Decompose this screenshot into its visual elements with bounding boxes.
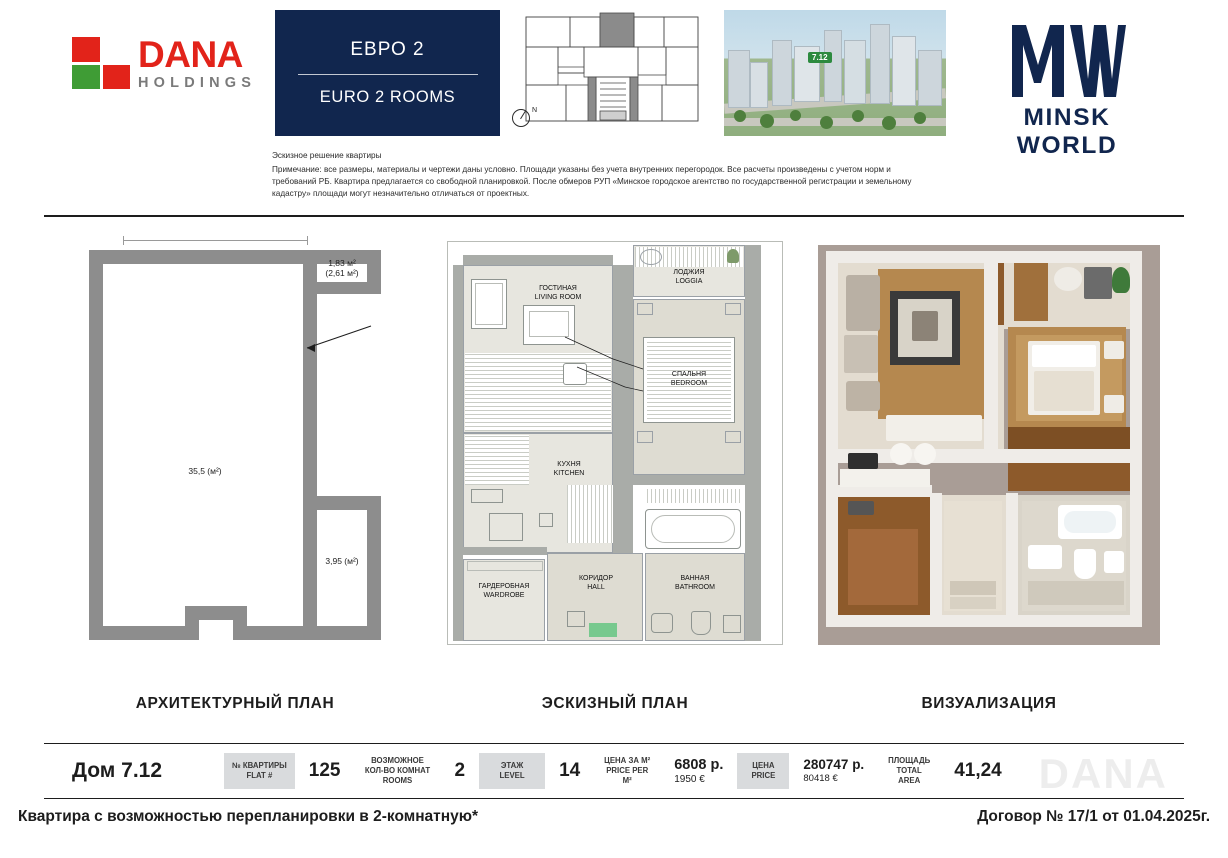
complex-render-thumbnail — [724, 10, 946, 136]
minsk-world-name: MINSK WORLD — [1016, 104, 1118, 159]
spec-price — [737, 744, 878, 798]
sketch-plan-caption: ЭСКИЗНЫЙ ПЛАН — [541, 695, 689, 712]
page-footer — [0, 808, 1228, 826]
leader-line — [75, 238, 395, 648]
footer-contract: Договор № 17/1 от 01.04.2025г. — [977, 808, 1210, 825]
spec-total-area — [878, 744, 1016, 798]
spec-value-flat: 125 — [308, 760, 341, 781]
architectural-plan-caption: АРХИТЕКТУРНЫЙ ПЛАН — [135, 695, 335, 712]
compass-north-label: N — [532, 107, 538, 114]
sketch-plan-drawing — [447, 241, 783, 645]
spec-key-rooms: ВОЗМОЖНОЕ КОЛ-ВО КОМНАТ ROOMS — [364, 756, 431, 785]
watermark: DANA — [1038, 750, 1168, 797]
room-label-living: ГОСТИНАЯ LIVING ROOM — [534, 285, 582, 301]
spec-rooms — [355, 744, 480, 798]
logo-square-green — [72, 65, 100, 90]
spec-key-total-area: ПЛОЩАДЬ TOTAL AREA — [888, 756, 931, 785]
house-number: Дом 7.12 — [72, 759, 163, 782]
area-main-label: 35,5 (м²) — [188, 466, 222, 476]
disclaimer-body: Примечание: все размеры, материалы и чертежи даны условно. Площади указаны без учета внутренних перегородок. Все расчеты произведены с учетом норм и требований РБ. Квартира предлагается со свободной планировкой. После обмеров РУП «Минское городское агентство по государственной регистрации и земельному кадастру» площади могут незначительно отличаться от проектных. — [272, 164, 912, 198]
room-label-wardrobe: ГАРДЕРОБНАЯ WARDROBE — [478, 583, 530, 599]
architectural-plan-drawing — [75, 238, 395, 648]
compass-icon — [512, 107, 538, 129]
dana-logo-name: DANA — [138, 34, 243, 75]
dana-logo-mark — [72, 37, 130, 89]
specification-bar — [44, 743, 1184, 799]
room-label-bedroom: СПАЛЬНЯ BEDROOM — [670, 371, 708, 387]
area-small-label: 3,95 (м²) — [325, 556, 359, 566]
logo-square-red-2 — [103, 65, 131, 90]
plans-section — [0, 233, 1228, 723]
badge-divider — [298, 74, 478, 75]
visualization-render — [818, 245, 1160, 645]
dana-logo-subtitle: HOLDINGS — [138, 75, 257, 91]
spec-key-flat: № КВАРТИРЫ FLAT # — [224, 753, 295, 789]
mw-monogram-icon — [1008, 21, 1126, 101]
logo-square-red — [72, 37, 100, 62]
footer-note: Квартира с возможностью перепланировки в 2-комнатную* — [18, 808, 479, 825]
disclaimer-note — [272, 150, 932, 200]
spec-value-price: 280747 р. 80418 € — [803, 757, 865, 785]
room-label-hall: КОРИДОР HALL — [579, 575, 613, 591]
logo-square-white — [103, 37, 131, 62]
spec-value-rooms: 2 — [454, 760, 466, 781]
spec-key-price: ЦЕНА PRICE — [737, 753, 789, 789]
spec-value-price-per-m2: 6808 р. 1950 € — [674, 756, 724, 785]
minsk-world-logo — [972, 20, 1162, 160]
header-divider — [44, 215, 1184, 217]
spec-value-level: 14 — [559, 760, 581, 781]
spec-value-total-area: 41,24 — [954, 760, 1002, 781]
floor-key-plan — [503, 10, 718, 136]
area-balcony-label: 1,83 м² (2,61 м²) — [325, 258, 359, 278]
spec-level — [479, 744, 594, 798]
spec-price-per-m2 — [594, 744, 737, 798]
room-label-kitchen: КУХНЯ KITCHEN — [553, 461, 585, 477]
building-number-tag: 7.12 — [808, 52, 832, 63]
dana-holdings-logo — [72, 36, 256, 91]
spec-flat-number — [224, 744, 355, 798]
apartment-type-en: EURO 2 ROOMS — [319, 88, 456, 106]
spec-key-price-per-m2: ЦЕНА ЗА М² PRICE PER M² — [604, 756, 651, 785]
floor-key-plan-drawing — [504, 11, 719, 137]
room-label-bathroom: ВАННАЯ BATHROOM — [675, 575, 715, 591]
apartment-type-badge — [275, 10, 500, 136]
visualization-caption: ВИЗУАЛИЗАЦИЯ — [921, 695, 1057, 712]
disclaimer-title: Эскизное решение квартиры — [272, 151, 382, 160]
minsk-world-mark-icon — [972, 20, 1162, 102]
room-label-loggia: ЛОДЖИЯ LOGGIA — [673, 269, 705, 285]
apartment-type-ru: ЕВРО 2 — [350, 39, 425, 60]
spec-key-level: ЭТАЖ LEVEL — [479, 753, 545, 789]
